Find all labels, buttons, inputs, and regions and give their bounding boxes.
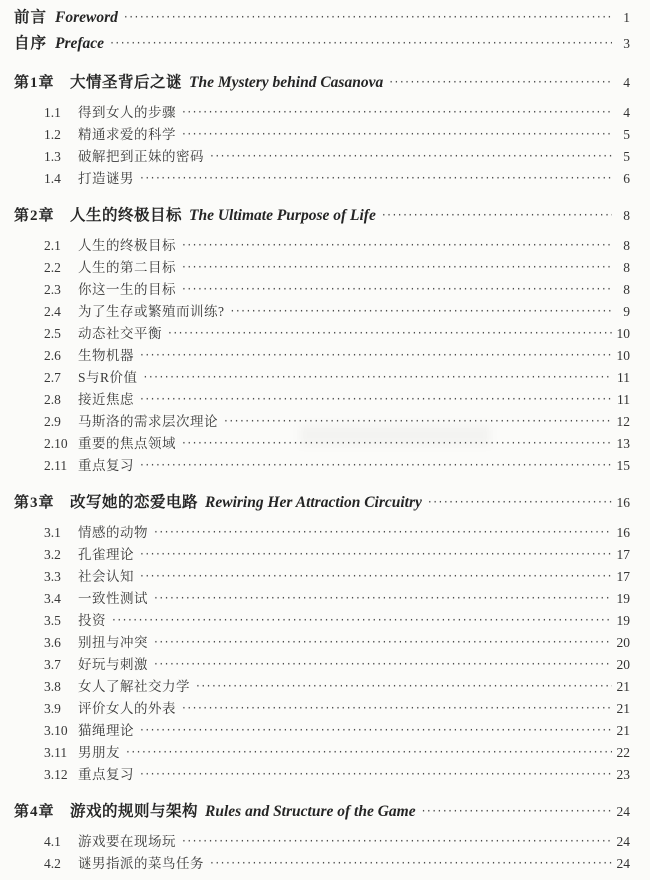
section-number: 3.11 <box>44 745 68 760</box>
section-number: 3.12 <box>44 767 68 782</box>
dot-leader <box>112 609 612 631</box>
toc-section-entry <box>14 676 630 698</box>
section-number: 1.2 <box>44 127 61 142</box>
section-number: 3.4 <box>44 591 61 606</box>
dot-leader <box>196 675 612 697</box>
page-number: 19 <box>616 613 630 628</box>
chapter-title-en: Rewiring Her Attraction Circuitry <box>205 494 422 511</box>
chapter-label: 第4章 <box>14 804 55 820</box>
page-number: 8 <box>623 282 630 297</box>
section-number: 3.3 <box>44 569 61 584</box>
section-number: 2.9 <box>44 414 61 429</box>
dot-leader <box>140 454 612 476</box>
page-number: 24 <box>616 856 630 871</box>
toc-section-entry <box>14 168 630 190</box>
dot-leader <box>182 123 612 145</box>
dot-leader <box>154 521 612 543</box>
page-number: 21 <box>616 679 630 694</box>
page-number: 13 <box>616 436 630 451</box>
toc-section-entry <box>14 742 630 764</box>
section-title: 女人了解社交力学 <box>78 679 190 694</box>
toc-section-entry <box>14 345 630 367</box>
section-title: 你这一生的目标 <box>78 282 176 297</box>
page-number: 11 <box>617 370 630 385</box>
dot-leader <box>124 4 612 30</box>
toc-chapter <box>14 70 630 190</box>
section-number: 1.1 <box>44 105 61 120</box>
dot-leader <box>140 344 612 366</box>
section-number: 2.2 <box>44 260 61 275</box>
page-number: 20 <box>616 635 630 650</box>
page-number: 19 <box>616 591 630 606</box>
page-number: 24 <box>616 834 630 849</box>
dot-leader <box>140 763 612 785</box>
section-number: 3.7 <box>44 657 61 672</box>
section-number: 3.10 <box>44 723 68 738</box>
chapter-title-zh: 大情圣背后之谜 <box>70 74 183 91</box>
dot-leader <box>422 798 612 824</box>
dot-leader <box>428 489 612 515</box>
dot-leader <box>154 631 612 653</box>
page-number: 8 <box>623 260 630 275</box>
toc-section-entry <box>14 146 630 168</box>
section-title: 生物机器 <box>78 348 134 363</box>
section-number: 2.3 <box>44 282 61 297</box>
toc-section-entry <box>14 720 630 742</box>
toc-section-entry <box>14 566 630 588</box>
section-number: 2.1 <box>44 238 61 253</box>
dot-leader <box>389 69 612 95</box>
chapter-title-en: Rules and Structure of the Game <box>205 803 416 820</box>
section-title: 动态社交平衡 <box>78 326 162 341</box>
page-number: 4 <box>623 75 630 90</box>
toc-section-entry <box>14 389 630 411</box>
toc-section-entry <box>14 764 630 786</box>
section-title: 为了生存或繁殖而训练? <box>78 304 225 319</box>
page-number: 3 <box>623 36 630 51</box>
section-number: 3.6 <box>44 635 61 650</box>
toc-section-entry <box>14 632 630 654</box>
dot-leader <box>168 322 612 344</box>
section-list <box>14 522 630 786</box>
dot-leader <box>140 167 612 189</box>
page-number: 8 <box>623 208 630 223</box>
section-title: 马斯洛的需求层次理论 <box>78 414 218 429</box>
front-title-en: Preface <box>55 35 105 52</box>
section-number: 1.3 <box>44 149 61 164</box>
front-title-zh: 前言 <box>14 9 48 26</box>
toc-section-entry <box>14 235 630 257</box>
dot-leader <box>140 565 612 587</box>
section-title: 评价女人的外表 <box>78 701 176 716</box>
section-title: 人生的第二目标 <box>78 260 176 275</box>
section-list <box>14 831 630 875</box>
toc-section-entry <box>14 411 630 433</box>
front-matter-list <box>14 5 630 57</box>
section-list <box>14 235 630 477</box>
dot-leader <box>224 410 612 432</box>
dot-leader <box>182 432 612 454</box>
dot-leader <box>182 256 612 278</box>
toc-section-entry <box>14 610 630 632</box>
section-title: 重点复习 <box>78 458 134 473</box>
chapter-title-zh: 游戏的规则与架构 <box>70 803 199 820</box>
toc-section-entry <box>14 323 630 345</box>
section-number: 3.2 <box>44 547 61 562</box>
toc-chapter-heading <box>14 799 630 825</box>
dot-leader <box>210 852 612 874</box>
dot-leader <box>126 741 612 763</box>
chapter-label: 第2章 <box>14 208 55 224</box>
toc-chapter-heading <box>14 203 630 229</box>
section-number: 3.5 <box>44 613 61 628</box>
section-title: 得到女人的步骤 <box>78 105 176 120</box>
section-number: 4.1 <box>44 834 61 849</box>
toc-section-entry <box>14 654 630 676</box>
dot-leader <box>182 830 612 852</box>
section-number: 2.5 <box>44 326 61 341</box>
section-number: 1.4 <box>44 171 61 186</box>
chapter-label: 第3章 <box>14 495 55 511</box>
toc-section-entry <box>14 124 630 146</box>
dot-leader <box>182 234 612 256</box>
page-number: 17 <box>616 569 630 584</box>
chapter-label: 第1章 <box>14 75 55 91</box>
dot-leader <box>210 145 612 167</box>
dot-leader <box>182 101 612 123</box>
toc-section-entry <box>14 433 630 455</box>
page-number: 16 <box>616 525 630 540</box>
dot-leader <box>154 587 612 609</box>
section-title: 一致性测试 <box>78 591 148 606</box>
section-number: 2.11 <box>44 458 68 473</box>
chapter-title-zh: 改写她的恋爱电路 <box>70 494 199 511</box>
front-title-zh: 自序 <box>14 35 48 52</box>
section-title: 别扭与冲突 <box>78 635 148 650</box>
section-number: 2.7 <box>44 370 61 385</box>
section-title: 男朋友 <box>78 745 120 760</box>
toc-section-entry <box>14 588 630 610</box>
dot-leader <box>140 543 612 565</box>
toc-section-entry <box>14 455 630 477</box>
section-title: 猫绳理论 <box>78 723 134 738</box>
chapter-title-en: The Ultimate Purpose of Life <box>189 207 376 224</box>
section-number: 3.8 <box>44 679 61 694</box>
dot-leader <box>182 697 612 719</box>
toc-section-entry <box>14 102 630 124</box>
page-number: 8 <box>623 238 630 253</box>
toc-chapter <box>14 490 630 786</box>
page-number: 1 <box>623 10 630 25</box>
dot-leader <box>231 300 613 322</box>
dot-leader <box>182 278 612 300</box>
section-title: 重要的焦点领域 <box>78 436 176 451</box>
page-number: 16 <box>616 495 630 510</box>
section-title: 好玩与刺激 <box>78 657 148 672</box>
section-number: 2.10 <box>44 436 68 451</box>
section-title: 接近焦虑 <box>78 392 134 407</box>
section-title: 破解把到正妹的密码 <box>78 149 204 164</box>
section-number: 2.4 <box>44 304 61 319</box>
section-title: 情感的动物 <box>78 525 148 540</box>
page-number: 10 <box>616 348 630 363</box>
section-title: 人生的终极目标 <box>78 238 176 253</box>
toc-section-entry <box>14 301 630 323</box>
toc-chapter <box>14 203 630 477</box>
toc-section-entry <box>14 698 630 720</box>
page-number: 5 <box>623 149 630 164</box>
section-title: 孔雀理论 <box>78 547 134 562</box>
dot-leader <box>382 202 612 228</box>
dot-leader <box>154 653 612 675</box>
front-title-en: Foreword <box>55 9 118 26</box>
chapter-title-zh: 人生的终极目标 <box>70 207 183 224</box>
section-number: 2.6 <box>44 348 61 363</box>
toc-section-entry <box>14 257 630 279</box>
page-number: 4 <box>623 105 630 120</box>
toc-chapter-heading <box>14 490 630 516</box>
chapter-list <box>14 70 630 875</box>
page-number: 5 <box>623 127 630 142</box>
toc-section-entry <box>14 522 630 544</box>
section-number: 2.8 <box>44 392 61 407</box>
section-title: S与R价值 <box>78 370 138 385</box>
dot-leader <box>140 388 612 410</box>
toc-section-entry <box>14 853 630 875</box>
dot-leader <box>140 719 612 741</box>
section-title: 打造谜男 <box>78 171 134 186</box>
page-number: 6 <box>623 171 630 186</box>
page-number: 22 <box>616 745 630 760</box>
page-number: 9 <box>623 304 630 319</box>
page-number: 15 <box>616 458 630 473</box>
toc-section-entry <box>14 279 630 301</box>
page-number: 24 <box>616 804 630 819</box>
section-title: 社会认知 <box>78 569 134 584</box>
section-title: 重点复习 <box>78 767 134 782</box>
section-title: 精通求爱的科学 <box>78 127 176 142</box>
toc-chapter-heading <box>14 70 630 96</box>
toc-front-entry <box>14 31 630 57</box>
page-number: 21 <box>616 723 630 738</box>
section-number: 3.1 <box>44 525 61 540</box>
section-list <box>14 102 630 190</box>
toc-section-entry <box>14 831 630 853</box>
dot-leader <box>110 30 612 56</box>
section-number: 3.9 <box>44 701 61 716</box>
section-title: 游戏要在现场玩 <box>78 834 176 849</box>
page-number: 20 <box>616 657 630 672</box>
page-number: 21 <box>616 701 630 716</box>
section-number: 4.2 <box>44 856 61 871</box>
section-title: 投资 <box>78 613 106 628</box>
toc-chapter <box>14 799 630 875</box>
toc-front-entry <box>14 5 630 31</box>
page-number: 12 <box>616 414 630 429</box>
dot-leader <box>144 366 612 388</box>
page-number: 11 <box>617 392 630 407</box>
page-number: 10 <box>616 326 630 341</box>
page-number: 23 <box>616 767 630 782</box>
toc-section-entry <box>14 367 630 389</box>
toc-section-entry <box>14 544 630 566</box>
page-number: 17 <box>616 547 630 562</box>
section-title: 谜男指派的菜鸟任务 <box>78 856 204 871</box>
chapter-title-en: The Mystery behind Casanova <box>189 74 384 91</box>
